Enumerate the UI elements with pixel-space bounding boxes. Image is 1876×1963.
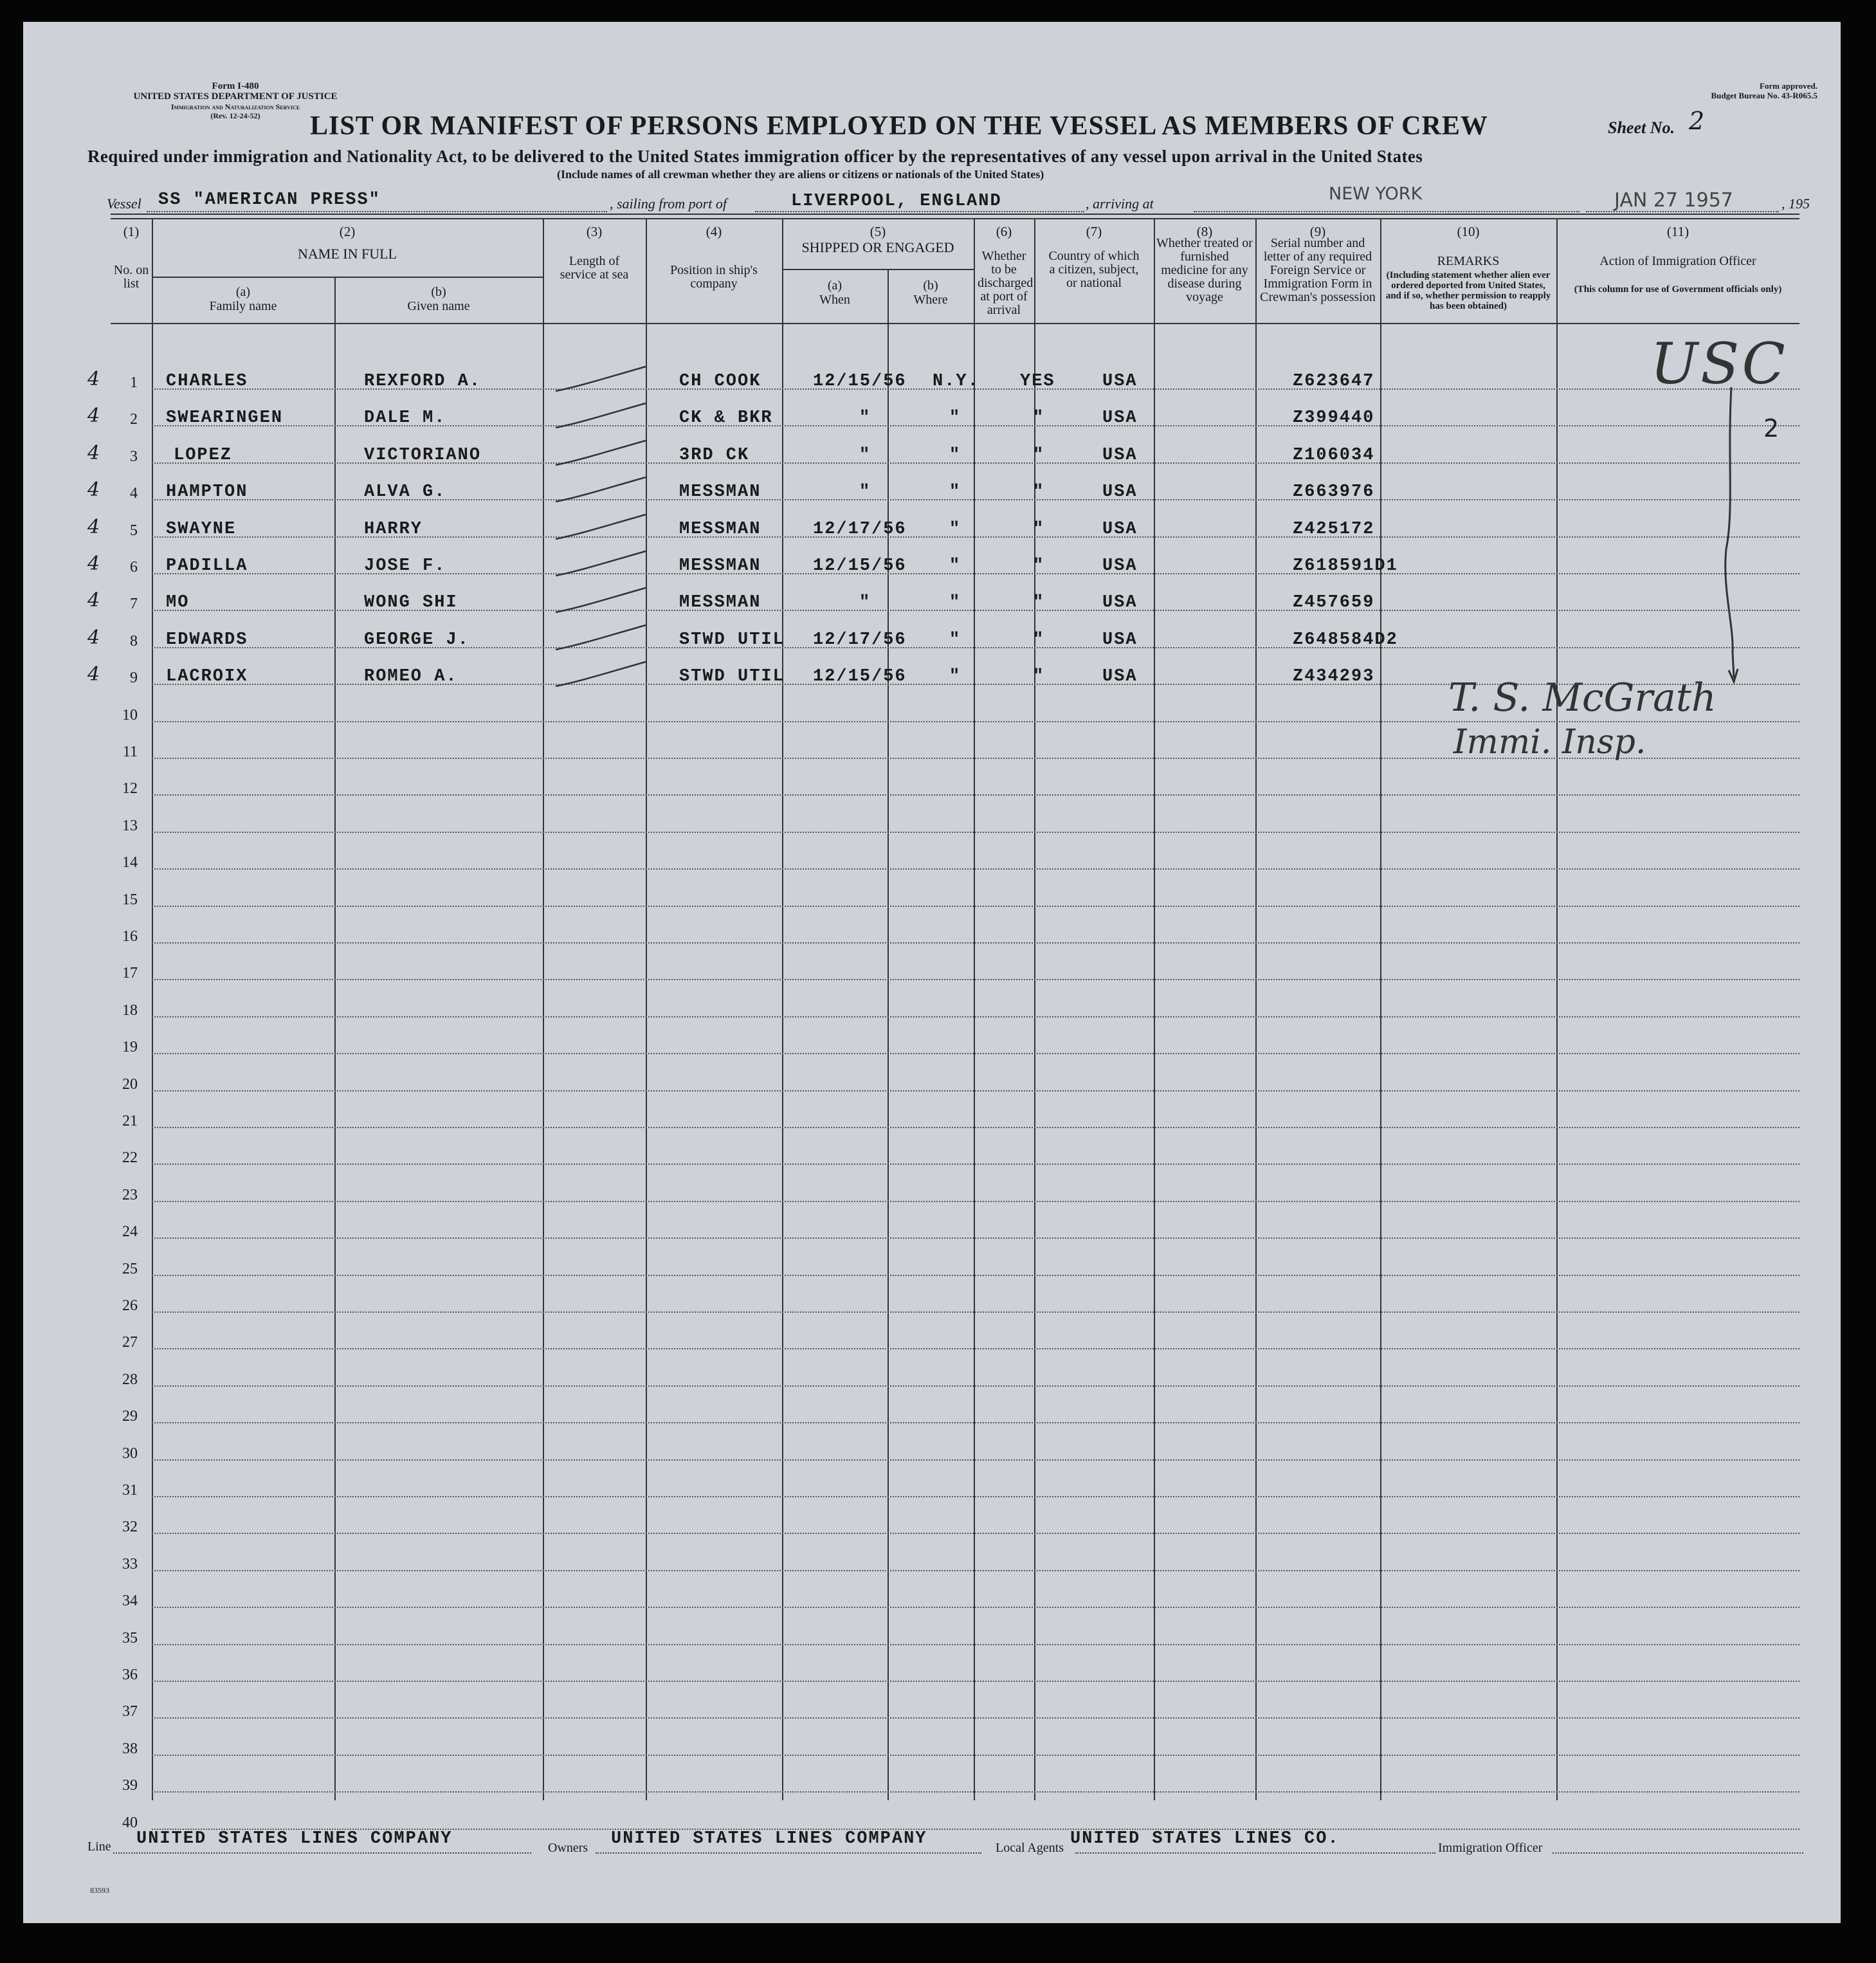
country: USA	[1102, 445, 1138, 465]
shipped-when: "	[859, 408, 871, 428]
col-num-9: (9)	[1309, 224, 1326, 239]
head-action-note: (This column for use of Government officials only)	[1574, 284, 1782, 295]
row-rule	[152, 979, 1799, 980]
col-line-3	[543, 218, 544, 1800]
head-length-service: Length of service at sea	[560, 254, 629, 282]
row-number: 2	[130, 411, 138, 428]
head-remarks: REMARKS	[1437, 254, 1500, 268]
head-name-in-full: NAME IN FULL	[298, 246, 397, 262]
shipped-where: N.Y.	[933, 372, 979, 391]
row-number: 28	[122, 1371, 138, 1388]
row-number: 23	[122, 1186, 138, 1203]
head-medicine: Whether treated or furnished medicine for any disease during voyage	[1156, 236, 1253, 304]
head-where-num: (b)	[923, 278, 938, 293]
row-number: 35	[122, 1629, 138, 1647]
sailing-label: , sailing from port of	[610, 196, 727, 212]
row-rule	[152, 942, 1799, 944]
line-label: Line	[87, 1840, 111, 1854]
department: UNITED STATES DEPARTMENT OF JUSTICE	[133, 91, 338, 102]
row-number: 36	[122, 1666, 138, 1683]
row-number: 18	[122, 1001, 138, 1019]
header-rule	[111, 323, 1799, 324]
row-number: 33	[122, 1555, 138, 1573]
col-num-8: (8)	[1196, 224, 1213, 239]
head-serial: Serial number and letter of any required Foreign Service or Immigration Form in Crewman's possession	[1260, 236, 1376, 304]
row-rule	[152, 1385, 1799, 1387]
print-code: 83593	[90, 1886, 109, 1895]
col-line-9	[1255, 218, 1257, 1800]
shipped-where: "	[949, 667, 961, 687]
top-rule-2	[111, 218, 1799, 219]
service: Immigration and Naturalization Service	[170, 102, 300, 111]
sheet-number: 2	[1689, 107, 1705, 135]
row-number: 6	[130, 559, 138, 576]
position: STWD UTIL	[679, 630, 785, 650]
row-rule	[152, 1016, 1799, 1018]
row-number: 24	[122, 1223, 138, 1241]
row-rule	[152, 1348, 1799, 1349]
form-approved: Form approved.	[1759, 81, 1817, 91]
check-mark: 4	[87, 515, 100, 538]
include-note: (Include names of all crewman whether they are aliens or citizens or nationals of the United States)	[557, 168, 1044, 181]
row-rule	[152, 721, 1799, 722]
row-rule	[152, 1607, 1799, 1608]
service-dash-mark	[549, 621, 652, 660]
row-rule	[152, 1644, 1799, 1645]
head-given-name: Given name	[407, 299, 470, 313]
family-name: LOPEZ	[174, 445, 233, 465]
discharged: "	[1033, 445, 1045, 465]
row-number: 38	[122, 1740, 138, 1757]
line-company: UNITED STATES LINES COMPANY	[136, 1829, 453, 1849]
shipped-sub-rule	[782, 269, 974, 270]
country: USA	[1102, 482, 1138, 502]
row-number: 26	[122, 1297, 138, 1314]
revision: (Rev. 12-24-52)	[210, 111, 260, 120]
col-num-5: (5)	[870, 224, 886, 239]
row-rule	[152, 1533, 1799, 1534]
position: 3RD CK	[679, 445, 750, 465]
row-number: 34	[122, 1593, 138, 1610]
row-number: 8	[130, 632, 138, 650]
col-line-8	[1154, 218, 1155, 1800]
col-line-6	[974, 218, 975, 1800]
row-rule	[152, 1791, 1799, 1793]
row-number: 10	[122, 706, 138, 724]
row-number: 11	[122, 744, 138, 760]
discharged: "	[1033, 482, 1045, 502]
service-dash-mark	[549, 658, 652, 697]
col-line-11	[1556, 218, 1558, 1800]
discharged: "	[1033, 630, 1045, 650]
head-action: Action of Immigration Officer	[1599, 254, 1756, 268]
subtitle: Required under immigration and Nationality Act, to be delivered to the United States immigration officer by the representatives of any vessel upon arrival in the United States	[87, 147, 1423, 166]
row-rule	[152, 1459, 1799, 1461]
col-num-7: (7)	[1086, 224, 1102, 239]
row-number: 12	[122, 780, 138, 798]
position: CK & BKR	[679, 408, 773, 428]
serial-number: Z425172	[1293, 519, 1375, 539]
discharged: "	[1033, 556, 1045, 576]
row-number: 5	[130, 522, 138, 539]
shipped-when: "	[859, 445, 871, 465]
row-number: 1	[130, 374, 138, 391]
row-rule	[152, 832, 1799, 833]
given-name: WONG SHI	[364, 593, 458, 613]
head-given-num: (b)	[431, 285, 446, 299]
form-number: Form I-480	[212, 81, 259, 91]
row-number: 30	[122, 1445, 138, 1462]
row-rule	[152, 1275, 1799, 1276]
family-name: PADILLA	[166, 556, 248, 576]
officer-underline	[1553, 1827, 1803, 1854]
service-dash-mark	[549, 399, 652, 438]
given-name: DALE M.	[364, 408, 446, 428]
officer-label: Immigration Officer	[1438, 1841, 1543, 1855]
check-mark: 4	[87, 441, 100, 464]
row-number: 39	[122, 1777, 138, 1794]
arriving-label: , arriving at	[1086, 196, 1154, 212]
top-rule	[111, 214, 1799, 215]
budget-bureau: Budget Bureau No. 43-R065.5	[1711, 91, 1817, 100]
shipped-when: 12/15/56	[813, 667, 907, 687]
country: USA	[1102, 408, 1138, 428]
row-number: 15	[122, 891, 138, 908]
row-rule	[152, 1422, 1799, 1423]
row-rule	[152, 1496, 1799, 1497]
row-number: 37	[122, 1703, 138, 1721]
service-dash-mark	[549, 584, 652, 623]
manifest-sheet	[23, 22, 1841, 1923]
family-name: EDWARDS	[166, 630, 248, 650]
shipped-when: "	[859, 593, 871, 613]
given-name: ALVA G.	[364, 482, 446, 502]
country: USA	[1102, 630, 1138, 650]
service-dash-mark	[549, 363, 652, 401]
head-family-name: Family name	[209, 299, 277, 313]
check-mark: 4	[87, 479, 100, 502]
family-name: SWAYNE	[166, 519, 237, 539]
country: USA	[1102, 372, 1138, 391]
crew-table	[23, 22, 1841, 1923]
usc-annotation: USC	[1650, 331, 1788, 397]
serial-number: Z106034	[1293, 445, 1375, 465]
serial-number: Z457659	[1293, 593, 1375, 613]
row-rule	[152, 868, 1799, 870]
discharged: YES	[1020, 372, 1055, 391]
row-rule	[152, 1201, 1799, 1202]
owners-label: Owners	[548, 1841, 588, 1855]
serial-number: Z618591D1	[1293, 556, 1398, 576]
shipped-where: "	[949, 556, 961, 576]
check-mark: 4	[87, 626, 100, 649]
country: USA	[1102, 667, 1138, 687]
row-number: 16	[122, 928, 138, 945]
position: STWD UTIL	[679, 667, 785, 687]
row-number: 29	[122, 1408, 138, 1425]
head-when-num: (a)	[827, 278, 842, 293]
row-number: 22	[122, 1149, 138, 1167]
row-number: 4	[130, 485, 138, 502]
row-rule	[152, 1755, 1799, 1756]
family-name: HAMPTON	[166, 482, 248, 502]
serial-number: Z663976	[1293, 482, 1375, 502]
position: MESSMAN	[679, 556, 761, 576]
service-dash-mark	[549, 437, 652, 475]
serial-number: Z648584D2	[1293, 630, 1398, 650]
given-name: REXFORD A.	[364, 372, 482, 391]
shipped-when: 12/17/56	[813, 630, 907, 650]
agents-company: UNITED STATES LINES CO.	[1070, 1829, 1340, 1849]
row-rule	[152, 1237, 1799, 1239]
given-name: JOSE F.	[364, 556, 446, 576]
footer	[87, 1827, 1811, 1859]
row-rule	[152, 794, 1799, 796]
row-number: 31	[122, 1482, 138, 1499]
check-mark: 4	[87, 552, 100, 575]
shipped-where: "	[949, 445, 961, 465]
bracket-line	[1708, 382, 1747, 684]
service-dash-mark	[549, 547, 652, 586]
row-rule	[152, 1127, 1799, 1128]
agents-label: Local Agents	[996, 1841, 1064, 1855]
shipped-where: "	[949, 630, 961, 650]
col-num-2: (2)	[339, 224, 356, 239]
given-name: ROMEO A.	[364, 667, 458, 687]
discharged: "	[1033, 593, 1045, 613]
arrival-date: JAN 27 1957	[1614, 189, 1733, 212]
given-name: GEORGE J.	[364, 630, 469, 650]
col-num-1: (1)	[123, 224, 140, 239]
check-mark: 4	[87, 589, 100, 612]
family-name: LACROIX	[166, 667, 248, 687]
col-line-5	[782, 218, 783, 1800]
row-number: 9	[130, 670, 138, 687]
head-discharged: Whether to be discharged at port of arrival	[978, 249, 1034, 317]
head-where: Where	[913, 293, 948, 307]
check-mark: 4	[87, 663, 100, 686]
given-name: VICTORIANO	[364, 445, 482, 465]
row-rule	[152, 1053, 1799, 1054]
inspector-title: Immi. Insp.	[1453, 723, 1646, 762]
position: MESSMAN	[679, 482, 761, 502]
row-number: 21	[122, 1113, 138, 1129]
row-rule	[152, 1681, 1799, 1682]
row-rule	[152, 1570, 1799, 1571]
row-number: 17	[122, 965, 138, 982]
col-num-10: (10)	[1457, 224, 1480, 239]
serial-number: Z623647	[1293, 372, 1375, 391]
col-num-6: (6)	[996, 224, 1012, 239]
row-rule	[152, 1090, 1799, 1091]
col-line-1	[152, 218, 153, 1800]
country: USA	[1102, 593, 1138, 613]
family-name: CHARLES	[166, 372, 248, 391]
check-mark: 4	[87, 368, 100, 390]
shipped-where: "	[949, 593, 961, 613]
family-name: SWEARINGEN	[166, 408, 284, 428]
shipped-when: 12/17/56	[813, 519, 907, 539]
row-rule	[152, 1717, 1799, 1719]
row-number: 13	[122, 817, 138, 834]
service-dash-mark	[549, 473, 652, 512]
col-num-4: (4)	[706, 224, 722, 239]
row-number: 14	[122, 854, 138, 872]
page-count-annotation: 2	[1763, 414, 1780, 443]
row-number: 25	[122, 1260, 138, 1277]
row-number: 32	[122, 1519, 138, 1536]
given-name: HARRY	[364, 519, 423, 539]
head-shipped: SHIPPED OR ENGAGED	[801, 239, 954, 255]
serial-number: Z399440	[1293, 408, 1375, 428]
shipped-where: "	[949, 482, 961, 502]
check-mark: 4	[87, 405, 100, 428]
country: USA	[1102, 556, 1138, 576]
vessel-name: SS "AMERICAN PRESS"	[158, 190, 381, 210]
row-rule	[152, 1164, 1799, 1165]
position: MESSMAN	[679, 519, 761, 539]
sheet-label: Sheet No.	[1608, 118, 1675, 137]
arrival-port: NEW YORK	[1329, 184, 1423, 204]
row-rule	[152, 906, 1799, 907]
page-title: LIST OR MANIFEST OF PERSONS EMPLOYED ON THE VESSEL AS MEMBERS OF CREW	[310, 111, 1488, 141]
col-num-11: (11)	[1666, 224, 1689, 239]
owners-company: UNITED STATES LINES COMPANY	[611, 1829, 927, 1849]
family-name: MO	[166, 593, 190, 613]
shipped-where: "	[949, 519, 961, 539]
year-label: , 195	[1781, 196, 1810, 212]
head-remarks-note: (Including statement whether alien ever ordered deported from United States, and if so, whether permission to reapply has been obtained)	[1385, 270, 1551, 311]
head-position: Position in ship's company	[670, 263, 758, 291]
serial-number: Z434293	[1293, 667, 1375, 687]
discharged: "	[1033, 667, 1045, 687]
shipped-where: "	[949, 408, 961, 428]
discharged: "	[1033, 408, 1045, 428]
col-num-3: (3)	[586, 224, 603, 239]
col-line-2	[334, 277, 336, 1800]
row-number: 20	[122, 1075, 138, 1093]
row-number: 19	[122, 1039, 138, 1056]
country: USA	[1102, 519, 1138, 539]
service-dash-mark	[549, 511, 652, 549]
shipped-when: 12/15/56	[813, 556, 907, 576]
row-number: 3	[130, 448, 138, 465]
row-number: 27	[122, 1334, 138, 1351]
name-sub-rule	[152, 277, 543, 278]
position: CH COOK	[679, 372, 761, 391]
vessel-label: Vessel	[107, 196, 141, 212]
shipped-when: "	[859, 482, 871, 502]
head-family-num: (a)	[235, 285, 251, 299]
row-number: 40	[122, 1814, 138, 1831]
position: MESSMAN	[679, 593, 761, 613]
row-number: 7	[130, 596, 138, 613]
departure-port: LIVERPOOL, ENGLAND	[791, 192, 1002, 211]
shipped-when: 12/15/56	[813, 372, 907, 391]
inspector-signature: T. S. McGrath	[1448, 675, 1717, 720]
head-when: When	[819, 293, 850, 307]
col-line-10	[1380, 218, 1381, 1800]
head-no-on-list: No. on list	[113, 263, 149, 291]
row-rule	[152, 1311, 1799, 1313]
head-country: Country of which a citizen, subject, or national	[1048, 249, 1140, 290]
discharged: "	[1033, 519, 1045, 539]
